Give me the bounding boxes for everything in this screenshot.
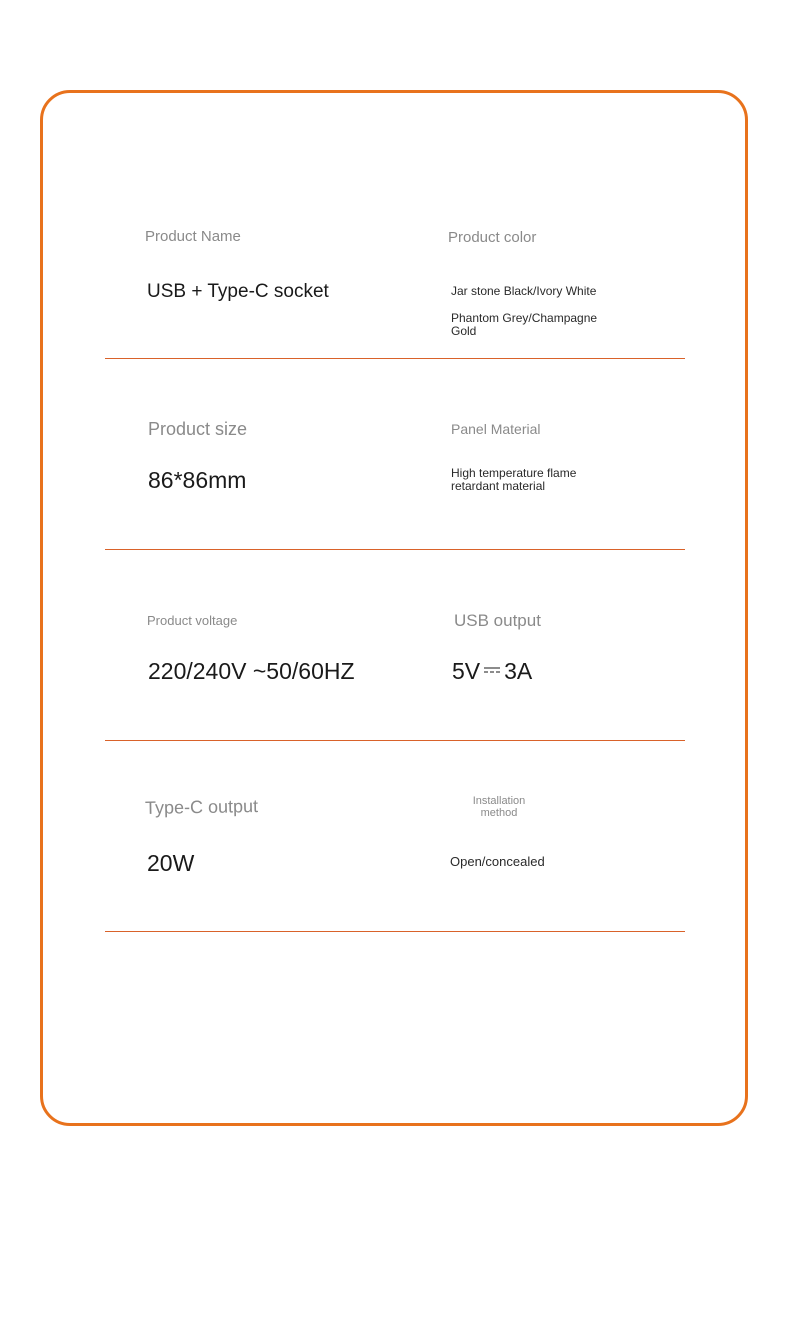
panel-material-label: Panel Material bbox=[451, 421, 541, 437]
row-divider-2 bbox=[105, 549, 685, 550]
typec-output-label: Type-C output bbox=[144, 796, 259, 818]
installation-method-value: Open/concealed bbox=[450, 854, 545, 869]
row-divider-3 bbox=[105, 740, 685, 741]
usb-output-label: USB output bbox=[454, 611, 541, 630]
spec-card bbox=[40, 90, 748, 1126]
product-color-label: Product color bbox=[448, 229, 537, 246]
usb-output-amp: 3A bbox=[504, 658, 533, 684]
dc-symbol-icon bbox=[484, 667, 500, 673]
product-voltage-value: 220/240V ~50/60HZ bbox=[148, 658, 355, 684]
product-name-value: USB + Type-C socket bbox=[147, 281, 329, 302]
row-divider-4 bbox=[105, 931, 685, 932]
product-name-label: Product Name bbox=[145, 228, 241, 245]
product-color-value-2: Phantom Grey/Champagne Gold bbox=[451, 311, 598, 338]
usb-output-volt: 5V bbox=[452, 658, 481, 684]
product-voltage-label: Product voltage bbox=[147, 613, 238, 628]
product-size-value: 86*86mm bbox=[148, 467, 247, 493]
panel-material-value: High temperature flame retardant material bbox=[451, 466, 577, 493]
typec-output-value: 20W bbox=[147, 850, 195, 876]
row-divider-1 bbox=[105, 358, 685, 359]
product-size-label: Product size bbox=[148, 419, 248, 439]
product-color-value-1: Jar stone Black/Ivory White bbox=[451, 284, 597, 298]
usb-output-value bbox=[452, 658, 532, 685]
installation-method-label: Installation method bbox=[472, 795, 526, 819]
